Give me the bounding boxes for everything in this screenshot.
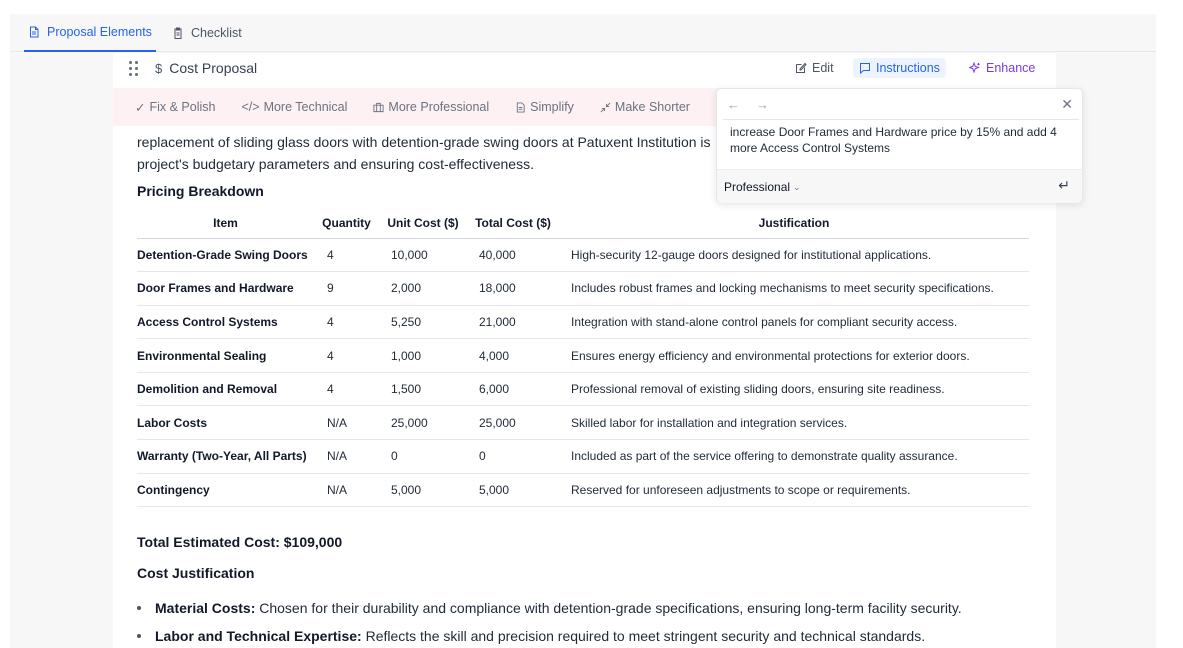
table-row <box>137 238 1029 272</box>
section-title <box>155 60 257 76</box>
edit-label: Edit <box>812 61 834 75</box>
quantity-cell: 4 <box>314 305 379 339</box>
file-text-icon <box>515 102 526 113</box>
simplify-label: Simplify <box>530 100 574 114</box>
unit-cost-cell: 2,000 <box>379 272 467 306</box>
dollar-icon: $ <box>155 60 163 76</box>
quantity-cell: 4 <box>314 238 379 272</box>
enhance-label: Enhance <box>986 61 1036 75</box>
justification-cell: Includes robust frames and locking mechanisms to meet security specifications. <box>559 272 1029 306</box>
table-row <box>137 339 1029 373</box>
justification-cell: Professional removal of existing sliding doors, ensuring site readiness. <box>559 372 1029 406</box>
arrow-right-icon[interactable]: → <box>756 97 769 112</box>
table-row <box>137 440 1029 474</box>
bullet-text: Reflects the skill and precision required to meet stringent security and technical standards. <box>361 628 926 644</box>
total-cost-cell: 6,000 <box>467 372 559 406</box>
unit-cost-cell: 1,000 <box>379 339 467 373</box>
bullet-label: Labor and Technical Expertise: <box>155 628 362 644</box>
section-title-text: Cost Proposal <box>169 60 258 76</box>
total-cost-cell: 21,000 <box>467 305 559 339</box>
unit-cost-cell: 5,000 <box>379 473 467 507</box>
tab-label: Proposal Elements <box>47 25 152 39</box>
intro-line-2: project's budgetary parameters and ensuring cost-effectiveness. <box>137 156 534 172</box>
edit-icon <box>795 62 807 74</box>
table-row <box>137 372 1029 406</box>
table-row <box>137 305 1029 339</box>
item-cell: Contingency <box>137 473 314 507</box>
make-shorter-button[interactable] <box>600 100 690 114</box>
justification-cell: Included as part of the service offering to demonstrate quality assurance. <box>559 440 1029 474</box>
enhance-button[interactable] <box>969 61 1035 75</box>
tone-select[interactable] <box>724 180 801 194</box>
total-cost-cell: 5,000 <box>467 473 559 507</box>
fix-polish-button[interactable] <box>135 100 215 115</box>
quantity-cell: 9 <box>314 272 379 306</box>
quantity-cell: 4 <box>314 339 379 373</box>
unit-cost-cell: 5,250 <box>379 305 467 339</box>
briefcase-icon <box>373 102 384 113</box>
column-header: Total Cost ($) <box>467 208 559 238</box>
item-cell: Demolition and Removal <box>137 372 314 406</box>
edit-button[interactable] <box>795 61 834 75</box>
fix-polish-label: Fix & Polish <box>149 100 216 114</box>
column-header: Unit Cost ($) <box>379 208 467 238</box>
quantity-cell: N/A <box>314 473 379 507</box>
check-icon: ✓ <box>135 100 146 115</box>
justification-cell: Integration with stand-alone control panels for compliant security access. <box>559 305 1029 339</box>
table-row <box>137 272 1029 306</box>
justification-cell: Skilled labor for installation and integration services. <box>559 406 1029 440</box>
total-cost-cell: 4,000 <box>467 339 559 373</box>
arrow-left-icon[interactable]: ← <box>727 97 740 112</box>
unit-cost-cell: 1,500 <box>379 372 467 406</box>
justification-cell: Reserved for unforeseen adjustments to scope or requirements. <box>559 473 1029 507</box>
tab-label: Checklist <box>191 26 242 40</box>
pricing-heading: Pricing Breakdown <box>137 183 264 199</box>
close-icon[interactable]: ✕ <box>1061 96 1073 112</box>
code-icon: </> <box>241 100 260 114</box>
tab-checklist[interactable] <box>172 14 242 52</box>
simplify-button[interactable] <box>515 100 574 114</box>
clipboard-icon <box>172 27 184 39</box>
cost-justification-heading: Cost Justification <box>137 565 255 581</box>
total-cost-cell: 18,000 <box>467 272 559 306</box>
column-header: Quantity <box>314 208 379 238</box>
more-technical-button[interactable] <box>241 100 347 114</box>
unit-cost-cell: 10,000 <box>379 238 467 272</box>
instructions-label: Instructions <box>876 61 940 75</box>
list-item <box>137 594 962 622</box>
bullet-text: Chosen for their durability and compliance with detention-grade specifications, ensuring long-term facility security. <box>255 600 962 616</box>
justification-cell: Ensures energy efficiency and environmental protections for exterior doors. <box>559 339 1029 373</box>
more-professional-label: More Professional <box>388 100 490 114</box>
chat-icon <box>859 62 871 74</box>
column-header: Item <box>137 208 314 238</box>
popup-footer <box>717 169 1082 203</box>
quantity-cell: 4 <box>314 372 379 406</box>
table-row <box>137 406 1029 440</box>
shrink-icon <box>600 102 611 113</box>
justification-list <box>137 594 962 648</box>
item-cell: Labor Costs <box>137 406 314 440</box>
table-row <box>137 473 1029 507</box>
table-header-row <box>137 208 1029 238</box>
submit-enter-icon[interactable]: ↵ <box>1058 177 1070 193</box>
more-professional-button[interactable] <box>373 100 489 114</box>
pricing-table <box>137 208 1029 507</box>
quantity-cell: N/A <box>314 406 379 440</box>
tab-proposal-elements[interactable] <box>24 14 156 52</box>
instructions-popup <box>716 88 1083 203</box>
total-cost-cell: 25,000 <box>467 406 559 440</box>
item-cell: Warranty (Two-Year, All Parts) <box>137 440 314 474</box>
document-icon <box>28 26 40 38</box>
justification-cell: High-security 12-gauge doors designed for institutional applications. <box>559 238 1029 272</box>
make-shorter-label: Make Shorter <box>614 100 690 114</box>
more-technical-label: More Technical <box>263 100 348 114</box>
item-cell: Detention-Grade Swing Doors <box>137 238 314 272</box>
drag-handle-icon[interactable] <box>129 61 139 77</box>
item-cell: Environmental Sealing <box>137 339 314 373</box>
chevron-down-icon: ⌄ <box>793 181 801 192</box>
tab-bar <box>10 14 1156 52</box>
unit-cost-cell: 0 <box>379 440 467 474</box>
instructions-button[interactable] <box>853 58 946 78</box>
instruction-input[interactable] <box>723 119 1079 167</box>
quantity-cell: N/A <box>314 440 379 474</box>
column-header: Justification <box>559 208 1029 238</box>
list-item <box>137 622 962 648</box>
tone-value: Professional <box>724 180 791 194</box>
bullet-label: Material Costs: <box>155 600 256 616</box>
sparkle-icon <box>969 62 981 74</box>
total-cost: Total Estimated Cost: $109,000 <box>137 534 343 550</box>
total-cost-cell: 0 <box>467 440 559 474</box>
total-cost-cell: 40,000 <box>467 238 559 272</box>
intro-line-1: replacement of sliding glass doors with detention-grade swing doors at Patuxent Institution is <box>137 134 711 150</box>
item-cell: Door Frames and Hardware <box>137 272 314 306</box>
item-cell: Access Control Systems <box>137 305 314 339</box>
unit-cost-cell: 25,000 <box>379 406 467 440</box>
